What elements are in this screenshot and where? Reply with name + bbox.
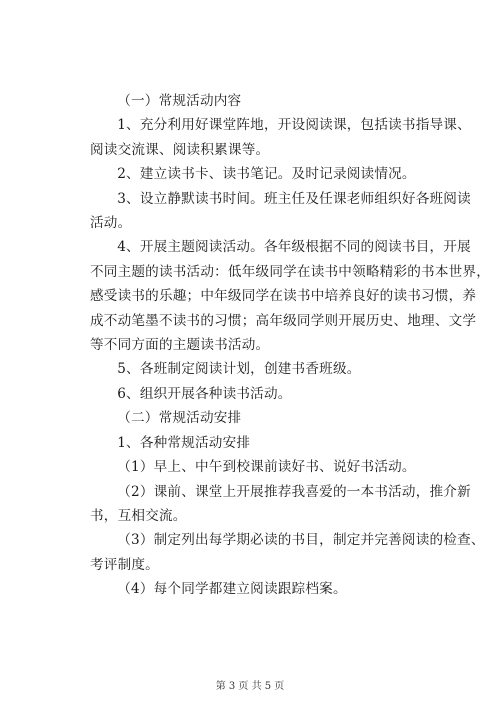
paragraph-line: 等不同方面的主题读书活动。: [90, 337, 270, 354]
paragraph-line: （1）早上、中午到校课前读好书、说好书活动。: [117, 459, 416, 476]
document-body: [90, 89, 491, 602]
page-footer: 第 3 页 共 5 页: [215, 681, 285, 692]
paragraph-line: 考评制度。: [90, 556, 159, 573]
paragraph-line: （2）课前、课堂上开展推荐我喜爱的一本书活动，推介新: [117, 483, 471, 500]
paragraph-line: 活动。: [90, 215, 132, 232]
paragraph-line: 3、设立静默读书时间。班主任及任课老师组织好各班阅读: [117, 190, 471, 207]
paragraph-line: 2、建立读书卡、读书笔记。及时记录阅读情况。: [117, 166, 416, 183]
paragraph-line: 成不动笔墨不读书的习惯；高年级同学则开展历史、地理、文学: [90, 312, 477, 329]
paragraph-line: （4）每个同学都建立阅读跟踪档案。: [117, 581, 347, 598]
paragraph-line: 阅读交流课、阅读积累课等。: [90, 141, 270, 158]
paragraph-line: 1、充分利用好课堂阵地，开设阅读课，包括读书指导课、: [117, 117, 471, 134]
paragraph-line: 1、各种常规活动安排: [117, 434, 251, 451]
paragraph-line: 书，互相交流。: [90, 507, 187, 524]
section-heading: （一）常规活动内容: [117, 93, 242, 109]
paragraph-line: 4、开展主题阅读活动。各年级根据不同的阅读书目，开展: [117, 239, 471, 256]
section-heading: （二）常规活动安排: [117, 410, 242, 427]
paragraph-line: 感受读书的乐趣；中年级同学在读书中培养良好的读书习惯，养: [90, 288, 477, 305]
paragraph-line: 6、组织开展各种读书活动。: [117, 385, 292, 402]
paragraph-line: 5、各班制定阅读计划，创建书香班级。: [117, 361, 361, 378]
paragraph-line: （3）制定列出每学期必读的书目，制定并完善阅读的检查、: [117, 532, 485, 549]
paragraph-line: 不同主题的读书活动：低年级同学在读书中领略精彩的书本世界，: [90, 263, 491, 280]
